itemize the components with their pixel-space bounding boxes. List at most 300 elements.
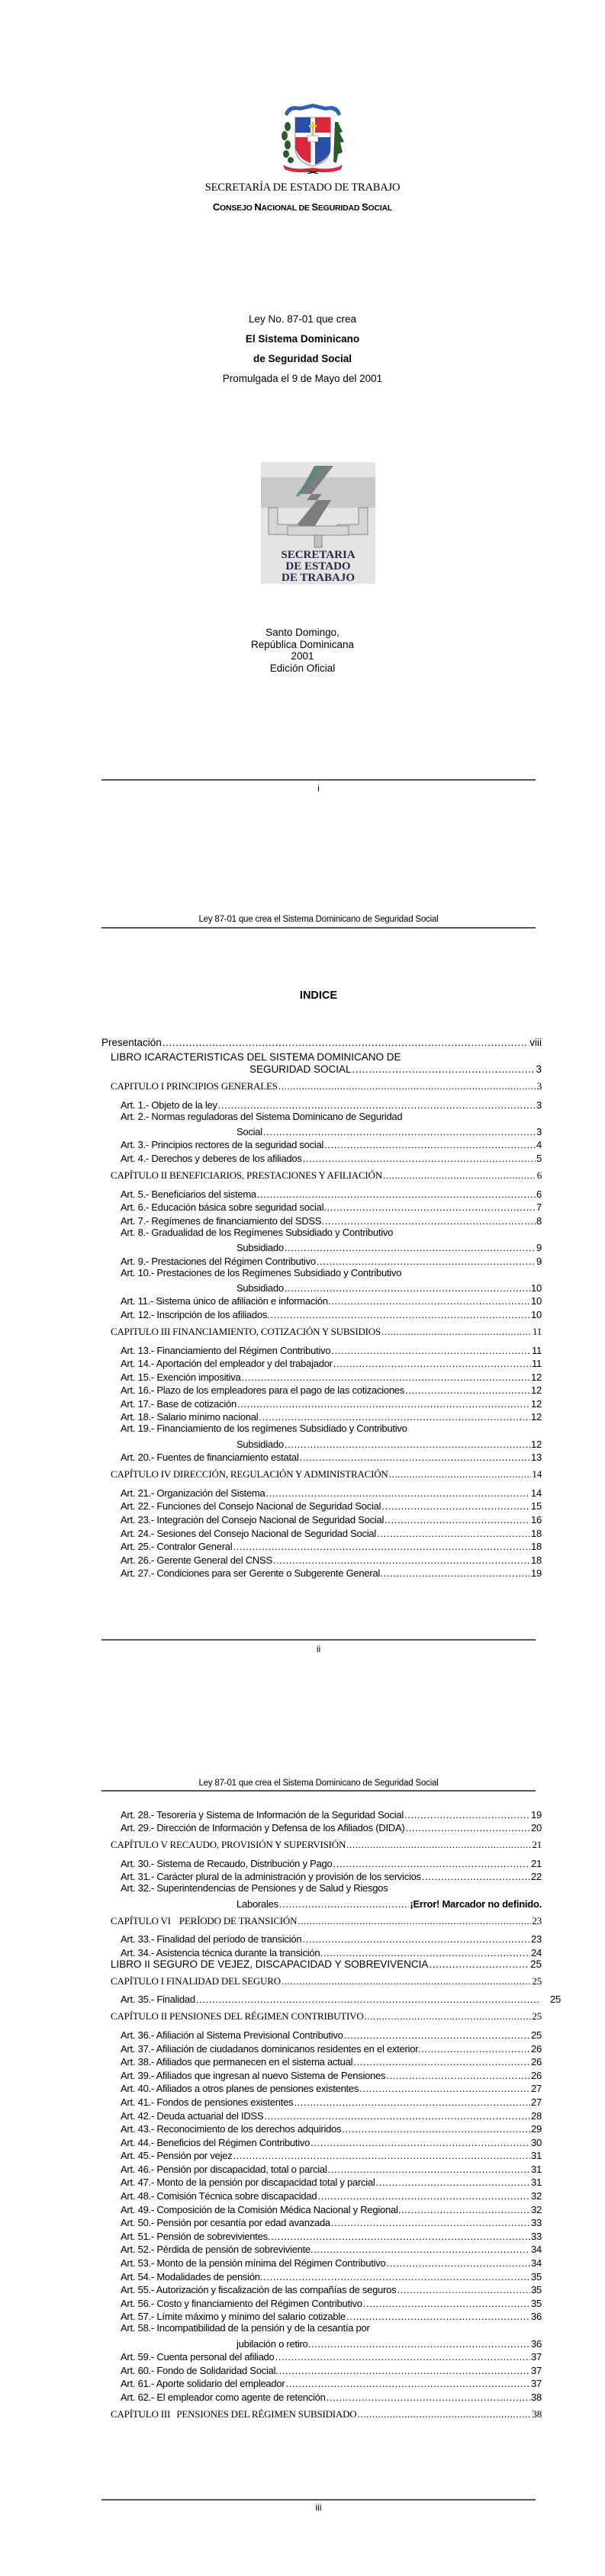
toc-entry-title: Art. 32.- Superintendencias de Pensiones y de Salud y Riesgos (121, 1882, 388, 1894)
toc-page-number: 24 (531, 1946, 542, 1958)
toc-entry-cap[interactable] (101, 2010, 542, 2023)
toc-entry-title: Art. 37.- Afiliación de ciudadanos dominicanos residentes en el exterior. (121, 2042, 420, 2055)
toc-entry-cap[interactable] (101, 1975, 542, 1987)
dot-leader (331, 2217, 530, 2228)
dot-leader (271, 2231, 530, 2242)
toc-entry-libro[interactable] (101, 1063, 542, 1075)
toc-entry-art[interactable] (101, 1450, 542, 1464)
dot-leader (285, 2378, 530, 2389)
toc-entry-title: Art. 1.- Objeto de la ley (121, 1099, 217, 1111)
toc-entry-libro[interactable] (101, 1958, 542, 1970)
toc-page-number: 35 (531, 2297, 542, 2309)
toc-entry-title: Art. 46.- Pensión por discapacidad, total o parcial (121, 2163, 327, 2175)
logo-text-line-1: SECRETARIA (281, 549, 356, 561)
index-title: INDICE (299, 990, 338, 1002)
toc-entry-title: CAPÍTULO II BENEFICIARIOS, PRESTACIONES Y AFILIACIÓN (111, 1169, 382, 1181)
toc-entry-cap[interactable] (101, 2408, 542, 2420)
dot-leader (233, 1541, 530, 1552)
toc-page-number: 27 (531, 2096, 542, 2108)
toc-page-number: 27 (531, 2083, 542, 2095)
toc-page-number: 38 (531, 2391, 542, 2403)
toc-entry-art[interactable] (101, 2108, 542, 2122)
toc-page-number: 13 (531, 1452, 542, 1464)
toc-entry-title: Art. 59.- Cuenta personal del afiliado (121, 2351, 275, 2363)
logo-text-line-3: DE TRABAJO (282, 572, 355, 584)
dot-leader (333, 1358, 531, 1369)
toc-page-number: 19 (531, 1808, 542, 1821)
toc-entry-art[interactable] (101, 1821, 542, 1834)
toc-entry-art[interactable] (101, 2135, 542, 2148)
toc-entry-art[interactable] (101, 1307, 542, 1320)
toc-entry-title: Art. 12.- Inscripción de los afiliados. (121, 1308, 270, 1320)
toc-entry-title: CAPÍTULO IV DIRECCIÓN, REGULACIÓN Y ADMINISTRACIÓN (111, 1468, 388, 1480)
toc-entry-title: Art. 16.- Plazo de los empleadores para el pago de las cotizaciones (121, 1384, 405, 1397)
toc-entry-art[interactable] (101, 1539, 542, 1553)
toc-entry-title: Art. 28.- Tesorería y Sistema de Información de la Seguridad Social (121, 1808, 404, 1821)
dot-leader (285, 1282, 530, 1294)
toc-entry-art[interactable] (101, 1485, 542, 1499)
toc-page-number: 23 (531, 1933, 542, 1946)
toc-entry-art[interactable] (101, 1932, 542, 1946)
logo-text-line-2: DE ESTADO (285, 560, 351, 573)
toc-page-number: 21 (531, 1857, 542, 1869)
toc-entry-title: Art. 27.- Condiciones para ser Gerente o Subgerente General. (121, 1567, 383, 1580)
toc-page-number: 35 (531, 2270, 542, 2282)
dot-leader (233, 2150, 530, 2161)
toc-entry-continuation: jubilación o retiro. (237, 2337, 311, 2350)
toc-entry-title: Art. 39.- Afiliados que ingresan al nuevo Sistema de Pensiones (121, 2069, 386, 2081)
toc-entry-cap[interactable] (101, 1915, 542, 1927)
toc-entry-title: Art. 41.- Fondos de pensiones existentes (121, 2096, 294, 2108)
footer-rule (101, 1639, 536, 1641)
toc-page-number: 25 (529, 1958, 542, 1970)
dot-leader (311, 2338, 530, 2350)
dot-leader (385, 1514, 530, 1525)
dot-leader (302, 1933, 530, 1945)
dot-leader (404, 1809, 530, 1821)
toc-page-number: 22 (531, 1871, 542, 1883)
toc-entry-art[interactable] (101, 2363, 542, 2376)
toc-entry-title: CAPÍTULO III (111, 2408, 171, 2420)
toc-entry-cap[interactable] (101, 1326, 542, 1338)
dot-leader (381, 1500, 530, 1512)
publication-info (0, 627, 605, 674)
toc-page-number: 14 (531, 1487, 542, 1499)
toc-page-number: 12 (531, 1384, 542, 1397)
toc-page-number: 20 (531, 1822, 542, 1834)
dot-leader (265, 1487, 530, 1499)
dot-leader (331, 1295, 530, 1307)
toc-entry-continuation: Laborales (237, 1898, 278, 1910)
toc-page-number: 34 (531, 2257, 542, 2270)
toc-entry-title: Art. 26.- Gerente General del CNSS (121, 1554, 272, 1566)
toc-entry-title: Art. 34.- Asistencia técnica durante la transición. (121, 1946, 323, 1958)
toc-entry-title: Art. 45.- Pensión por vejez (121, 2150, 233, 2162)
toc-page-number: 3 (536, 1099, 542, 1111)
toc-page-number: 34 (531, 2244, 542, 2256)
dot-leader (263, 1126, 536, 1137)
dot-leader (342, 2123, 530, 2135)
toc-entry-art[interactable] (101, 1992, 561, 2006)
dot-leader (323, 1947, 530, 1958)
dot-leader (346, 2311, 530, 2322)
dot-leader (401, 2204, 530, 2215)
toc-entry-title: Art. 20.- Fuentes de financiamiento estatal (121, 1452, 299, 1464)
toc-entry-title: Art. 15.- Exención impositiva (121, 1371, 241, 1383)
toc-page-number: 10 (531, 1295, 542, 1307)
toc-entry-art[interactable] (101, 2295, 542, 2309)
toc-entry-art[interactable] (101, 1383, 542, 1397)
toc-entry-art[interactable] (101, 1124, 542, 1137)
toc-page-number: 16 (531, 1514, 542, 1526)
toc-entry-title: Art. 54.- Modalidades de pensión. (121, 2270, 263, 2282)
toc-page-number: 25 (550, 1994, 561, 2006)
toc-entry-art[interactable] (101, 1200, 542, 1214)
toc-entry-art[interactable] (101, 1552, 542, 1566)
dot-leader (278, 1080, 536, 1092)
toc-page-number: 26 (531, 2056, 542, 2068)
dot-leader (303, 1153, 536, 1164)
toc-entry-title: Art. 10.- Prestaciones de los Regímenes Subsidiado y Contributivo (121, 1266, 402, 1278)
toc-page-number: 18 (531, 1527, 542, 1539)
law-title-block (0, 310, 605, 389)
edition: Edición Oficial (269, 662, 336, 674)
dot-leader (218, 1099, 536, 1111)
dot-leader (405, 1822, 530, 1833)
toc-entry-art[interactable] (101, 2068, 542, 2081)
toc-page-number: 3 (536, 1125, 542, 1137)
toc-page-number: 31 (531, 2177, 542, 2189)
toc-page-number: 6 (536, 1188, 542, 1200)
toc-entry-title: Art. 61.- Aporte solidario del empleador (121, 2378, 285, 2390)
dot-leader (429, 1958, 529, 1970)
toc-page-number: 4 (536, 1139, 542, 1151)
toc-entry-art[interactable] (101, 2242, 542, 2256)
toc-entry-art[interactable] (101, 2376, 542, 2390)
year: 2001 (291, 650, 314, 662)
dot-leader (282, 1975, 531, 1987)
toc-entry-title: Art. 24.- Sesiones del Consejo Nacional de Seguridad Social (121, 1527, 377, 1539)
toc-entry-art[interactable] (101, 2175, 542, 2189)
toc-page-number: 25 (532, 2010, 542, 2023)
toc-entry-title: Art. 43.- Reconocimiento de los derechos adquiridos (121, 2123, 342, 2135)
toc-page-number: 32 (531, 2190, 542, 2202)
table-of-contents (101, 1035, 542, 1579)
dot-leader (294, 2096, 530, 2108)
toc-entry-subtitle: PERÍODO DE TRANSICIÓN (179, 1914, 298, 1926)
toc-entry-continuation: SEGURIDAD SOCIAL (249, 1063, 352, 1075)
toc-entry-art[interactable] (101, 2188, 542, 2202)
toc-page-number: 36 (531, 2311, 542, 2323)
toc-page-number: 12 (531, 1438, 542, 1450)
toc-page-number: 7 (536, 1201, 542, 1214)
toc-page-number: 12 (531, 1411, 542, 1423)
dot-leader (241, 1371, 530, 1383)
dot-leader (331, 1345, 531, 1356)
toc-entry-art[interactable] (101, 1369, 542, 1383)
toc-entry-title: CAPÍTULO II PENSIONES DEL RÉGIMEN CONTRIBUTIVO (111, 2010, 364, 2023)
toc-page-number: 18 (531, 1541, 542, 1553)
toc-entry-art[interactable] (101, 1097, 542, 1111)
toc-entry-art[interactable] (101, 2255, 542, 2269)
toc-page-number: 15 (531, 1500, 542, 1513)
toc-entry-art[interactable] (101, 1396, 542, 1410)
toc-page-number: 14 (532, 1468, 542, 1480)
toc-entry-art[interactable] (101, 1253, 542, 1267)
toc-entry-title: Art. 31.- Carácter plural de la administración y provisión de los servicios (121, 1871, 421, 1883)
dot-leader (285, 1242, 536, 1253)
toc-entry-art[interactable] (101, 2122, 542, 2135)
toc-page-number: 8 (536, 1214, 542, 1227)
toc-page-number: 26 (531, 2069, 542, 2081)
dot-leader (259, 1411, 530, 1423)
toc-entry-pres[interactable] (101, 1035, 542, 1048)
toc-entry-title: Art. 29.- Dirección de Información y Defensa de los Afiliados (DIDA) (121, 1822, 405, 1834)
toc-entry-art[interactable] (101, 1945, 542, 1958)
page-number: ii (316, 1644, 321, 1654)
toc-entry-title: Art. 6.- Educación básica sobre seguridad social. (121, 1201, 327, 1214)
dot-leader (383, 1567, 530, 1579)
dot-leader (275, 2351, 531, 2363)
footer-rule (101, 779, 536, 781)
toc-entry-art[interactable] (101, 2055, 542, 2068)
toc-entry-title: LIBRO ICARACTERISTICAS DEL SISTEMA DOMINICANO DE (111, 1051, 401, 1063)
toc-entry-title: Art. 48.- Comisión Técnica sobre discapacidad (121, 2190, 317, 2202)
toc-page-number: 31 (531, 2150, 542, 2162)
toc-entry-art[interactable] (101, 2282, 542, 2296)
toc-entry-title: Art. 33.- Finalidad del período de transición (121, 1933, 302, 1946)
toc-page-number: 26 (531, 2042, 542, 2055)
dot-leader (264, 2110, 530, 2122)
law-number: Ley No. 87-01 que crea (248, 313, 357, 325)
dot-leader (376, 2177, 530, 2188)
dot-leader (327, 2392, 530, 2403)
toc-entry-title: Art. 8.- Gradualidad de los Regímenes Subsidiado y Contributivo (121, 1226, 394, 1238)
toc-entry-title: CAPÍTULO I FINALIDAD DEL SEGURO (111, 1975, 281, 1987)
dot-leader (300, 1452, 531, 1463)
dot-leader (383, 1169, 536, 1182)
toc-entry-art[interactable] (101, 1240, 542, 1253)
dot-leader (346, 1839, 531, 1851)
toc-entry-title: Art. 2.- Normas reguladoras del Sistema Dominicano de Seguridad (121, 1110, 403, 1122)
toc-entry-art[interactable] (101, 1294, 542, 1307)
toc-entry-title: Art. 22.- Funciones del Consejo Nacional de Seguridad Social (121, 1500, 381, 1513)
toc-entry-art[interactable] (101, 2228, 542, 2242)
toc-page-number: 9 (536, 1255, 542, 1267)
dot-leader (270, 1309, 530, 1320)
toc-page-number: 38 (532, 2408, 542, 2420)
toc-page-number: 11 (532, 1358, 542, 1370)
toc-entry-art[interactable] (101, 1896, 542, 1910)
toc-entry-art[interactable] (101, 1807, 542, 1821)
toc-entry-title: Art. 5.- Beneficiarios del sistema (121, 1188, 256, 1200)
toc-entry-art[interactable] (101, 2215, 542, 2229)
toc-page-number: 25 (531, 2029, 542, 2041)
toc-entry-title: Art. 30.- Sistema de Recaudo, Distribución y Pago (121, 1857, 333, 1869)
toc-entry-title: CAPÍTULO VI (111, 1914, 171, 1926)
toc-entry-art[interactable] (101, 2161, 542, 2175)
dot-leader (365, 2010, 532, 2023)
dot-leader (314, 2244, 530, 2255)
toc-entry-art[interactable] (101, 1356, 542, 1370)
dot-leader (389, 1468, 532, 1480)
toc-entry-art[interactable] (101, 1280, 542, 1294)
toc-entry-title: Art. 49.- Composición de la Comisión Médica Nacional y Regional. (121, 2203, 401, 2215)
toc-entry-title: CAPÍTULO V RECAUDO, PROVISIÓN Y SUPERVISIÓN (111, 1839, 346, 1851)
table-of-contents (101, 1807, 561, 2425)
dot-leader (358, 2408, 532, 2420)
toc-entry-subtitle: PENSIONES DEL RÉGIMEN SUBSIDIADO (176, 2408, 357, 2420)
toc-entry-art[interactable] (101, 1512, 542, 1525)
toc-page-number: 25 (532, 1975, 542, 1987)
dot-leader (381, 1326, 532, 1338)
dot-leader (196, 1994, 541, 2005)
toc-page-number: 3 (536, 1080, 542, 1092)
toc-page-number: 35 (531, 2284, 542, 2296)
toc-entry-title: Art. 42.- Deuda actuarial del IDSS (121, 2109, 264, 2122)
promulgation-date: Promulgada el 9 de Mayo del 2001 (222, 373, 383, 384)
dot-leader (422, 1871, 530, 1882)
toc-entry-title: Art. 53.- Monto de la pensión mínima del Régimen Contributivo (121, 2257, 386, 2270)
toc-entry-title: Art. 35.- Finalidad (121, 1994, 195, 2006)
toc-entry-title: Art. 21.- Organización del Sistema (121, 1487, 265, 1499)
toc-entry-title: Art. 47.- Monto de la pensión por discapacidad total y parcial (121, 2177, 375, 2189)
toc-entry-continuation: Social (237, 1125, 262, 1137)
toc-page-number: 12 (531, 1371, 542, 1383)
toc-entry-continuation: Subsidiado (237, 1241, 284, 1253)
toc-page-number: viii (529, 1037, 542, 1048)
toc-entry-title: Art. 52.- Pérdida de pensión de sobreviviente. (121, 2244, 314, 2256)
toc-entry-art[interactable] (101, 1150, 542, 1164)
toc-page-number: 23 (532, 1914, 542, 1926)
toc-entry-title: Art. 9.- Prestaciones del Régimen Contributivo (121, 1255, 316, 1267)
toc-entry-cap[interactable] (101, 1468, 542, 1480)
toc-page-number: 10 (531, 1308, 542, 1320)
toc-entry-continuation: Subsidiado (237, 1438, 284, 1450)
toc-entry-art[interactable] (101, 1343, 542, 1356)
toc-entry-art[interactable] (101, 1856, 542, 1869)
toc-entry-art[interactable] (101, 2081, 542, 2095)
toc-entry-continuation: Subsidiado (237, 1282, 284, 1294)
toc-entry-art[interactable] (101, 2094, 542, 2108)
toc-entry-art[interactable] (101, 1186, 542, 1200)
toc-entry-title: Art. 11.- Sistema único de afiliación e información. (121, 1295, 331, 1307)
council-name: CONSEJO NACIONAL DE SEGURIDAD SOCIAL (212, 201, 393, 213)
dot-leader (405, 1384, 530, 1396)
toc-entry-art[interactable] (101, 1436, 542, 1450)
toc-entry-art[interactable] (101, 1525, 542, 1539)
header-rule (101, 1790, 536, 1792)
dot-leader (387, 2257, 531, 2269)
dot-leader (324, 1139, 536, 1150)
toc-entry-art[interactable] (101, 1410, 542, 1423)
toc-entry-art[interactable] (101, 2041, 542, 2055)
dot-leader (317, 2190, 530, 2202)
toc-entry-art[interactable] (101, 2350, 542, 2363)
toc-page-number: 32 (531, 2203, 542, 2215)
toc-entry-title: Art. 4.- Derechos y deberes de los afiliados (121, 1152, 302, 1164)
toc-page-number: 3 (536, 1063, 542, 1075)
toc-page-number: 37 (531, 2364, 542, 2376)
city: Santo Domingo, (265, 627, 340, 638)
toc-page-number: 12 (531, 1397, 542, 1410)
toc-page-number: 6 (536, 1169, 542, 1181)
dot-leader (327, 1201, 536, 1213)
toc-entry-cap[interactable] (101, 1169, 542, 1182)
toc-entry-art[interactable] (101, 1869, 542, 1883)
dot-leader (333, 1858, 531, 1869)
toc-entry-art[interactable] (101, 2202, 542, 2215)
toc-entry-title: Art. 57.- Límite máximo y mínimo del salario cotizable (121, 2311, 346, 2323)
dot-leader (363, 2298, 530, 2309)
toc-page-number: 36 (531, 2337, 542, 2350)
dot-leader (359, 2083, 530, 2094)
law-title-line-1: El Sistema Dominicano (245, 333, 360, 345)
toc-entry-title: Art. 38.- Afiliados que permanecen en el sistema actual (121, 2056, 353, 2068)
toc-entry-art[interactable] (101, 1213, 542, 1227)
toc-page-number: 5 (536, 1152, 542, 1164)
toc-entry-cap[interactable] (101, 1080, 542, 1092)
toc-page-number: 18 (531, 1554, 542, 1566)
toc-entry-title: CAPITULO I PRINCIPIOS GENERALES (111, 1080, 278, 1092)
dot-leader (344, 2029, 530, 2041)
toc-entry-title: Art. 62.- El empleador como agente de retención (121, 2391, 326, 2403)
toc-entry-title: Art. 14.- Aportación del empleador y del trabajador (121, 1358, 333, 1370)
toc-entry-art[interactable] (101, 2336, 542, 2350)
dot-leader (311, 2137, 530, 2148)
header-rule (101, 927, 536, 929)
toc-entry-art[interactable] (101, 2389, 542, 2403)
toc-page-number: 9 (536, 1241, 542, 1253)
toc-page-number: 19 (531, 1567, 542, 1580)
dot-leader (237, 1398, 530, 1410)
dot-leader (353, 2056, 530, 2068)
toc-entry-art[interactable] (101, 2269, 542, 2282)
toc-entry-title: Art. 58.- Incompatibilidad de la pensión y de la cesantía por (121, 2322, 370, 2334)
toc-entry-title: Art. 44.- Beneficios del Régimen Contributivo (121, 2136, 311, 2148)
toc-page-number: 37 (531, 2378, 542, 2390)
toc-page-number: 33 (531, 2230, 542, 2242)
toc-entry-art[interactable] (101, 1499, 542, 1513)
dot-leader (317, 1256, 536, 1267)
toc-entry-art[interactable] (101, 1137, 542, 1151)
toc-page-number: 10 (531, 1282, 542, 1294)
toc-entry-title: Art. 19.- Financiamiento de los regímenes Subsidiado y Contributivo (121, 1423, 407, 1435)
dot-leader (257, 1189, 536, 1200)
dot-leader (352, 1063, 536, 1075)
toc-entry-title: Art. 50.- Pensión por cesantía por edad avanzada (121, 2217, 330, 2229)
toc-entry-title: Art. 55.- Autorización y fiscalización de las compañías de seguros (121, 2284, 397, 2296)
toc-entry-title: Art. 36.- Afiliación al Sistema Previsional Contributivo (121, 2029, 343, 2041)
toc-error-marker: ¡Error! Marcador no definido. (410, 1898, 542, 1910)
footer-rule (101, 2499, 536, 2501)
toc-entry-art[interactable] (101, 2027, 542, 2041)
toc-entry-title: Art. 40.- Afiliados a otros planes de pensiones existentes (121, 2083, 359, 2095)
dot-leader (273, 1554, 530, 1566)
toc-entry-title: Art. 13.- Financiamiento del Régimen Contributivo (121, 1344, 331, 1356)
dot-leader (328, 2164, 531, 2175)
dot-leader (397, 2284, 530, 2295)
dot-leader (163, 1037, 529, 1048)
ministry-name: SECRETARÍA DE ESTADO DE TRABAJO (204, 181, 401, 194)
coat-of-arms-icon (277, 98, 349, 174)
running-header: Ley 87-01 que crea el Sistema Dominicano de Seguridad Social (198, 1779, 439, 1788)
toc-entry-art[interactable] (101, 1566, 542, 1580)
toc-page-number: 37 (531, 2351, 542, 2363)
toc-entry-art[interactable] (101, 2309, 542, 2323)
toc-entry-cap[interactable] (101, 1839, 542, 1851)
toc-entry-art[interactable] (101, 2148, 542, 2162)
